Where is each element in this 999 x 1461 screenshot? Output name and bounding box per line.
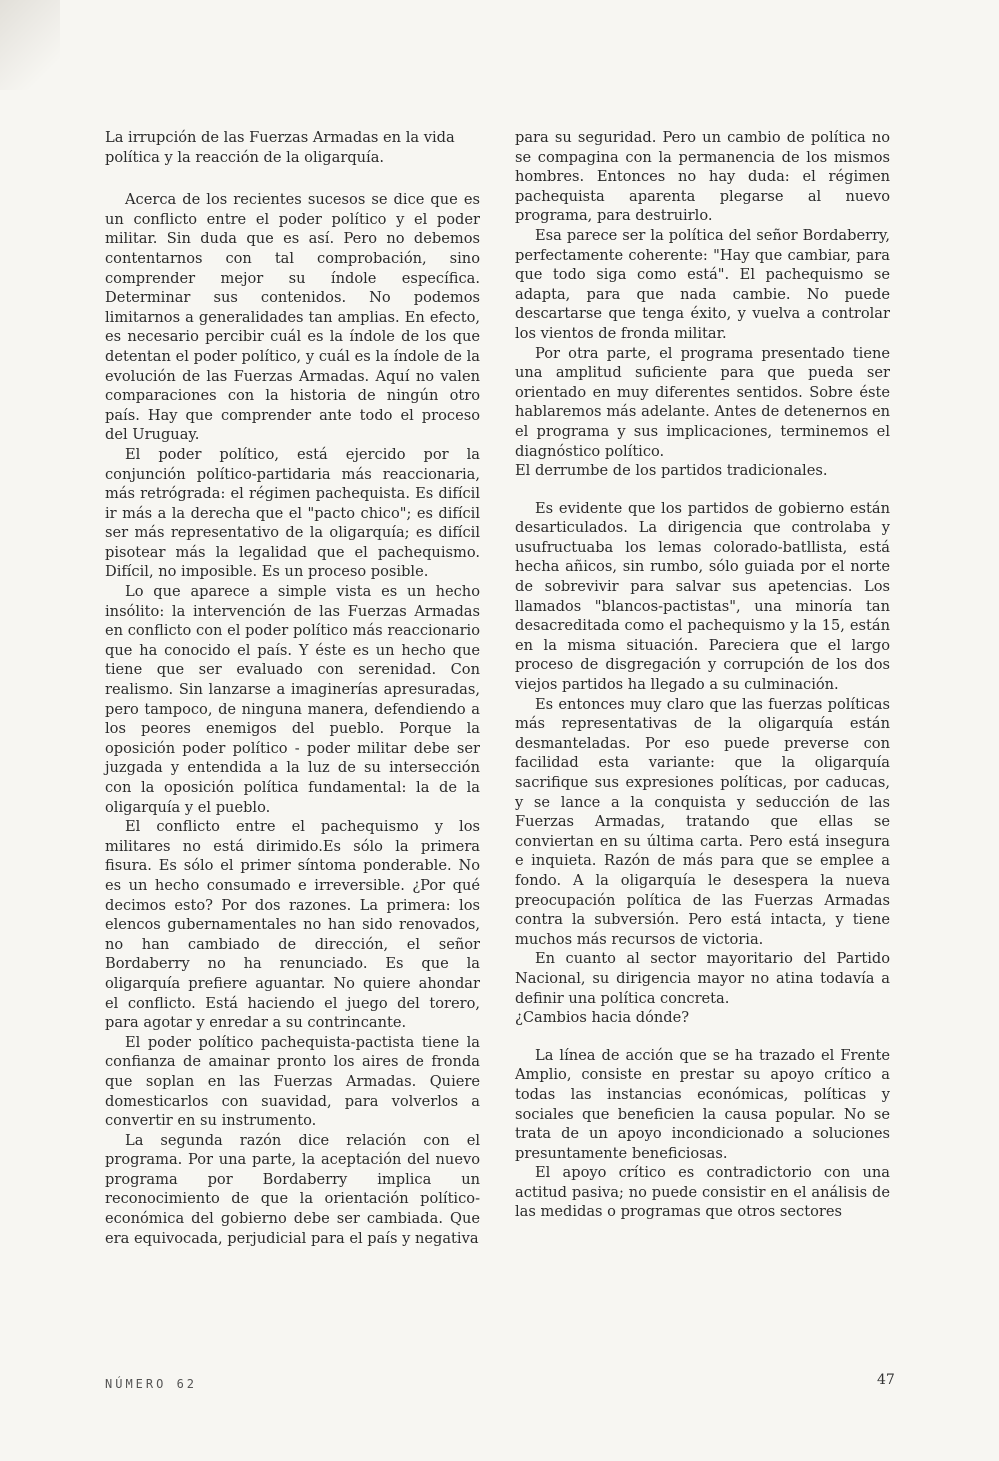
section-heading-irrupcion: La irrupción de las Fuerzas Armadas en la vida política y la reacción de la oligarquía.: [105, 129, 455, 166]
paragraph: Por otra parte, el programa presentado tiene una amplitud suficiente para que pueda ser orientado en muy diferentes sentidos. Sobre éste hablaremos más adelante. Antes de detenernos en el programa y sus implicaciones, terminemos el diagnóstico político.: [515, 344, 890, 460]
right-column: [515, 128, 890, 1222]
paragraph: Es evidente que los partidos de gobierno están desarticulados. La dirigencia que controlaba y usufructuaba los lemas colorado-batllista, está hecha añicos, sin rumbo, sólo guiada por el norte de sobrevivir para salvar sus apetencias. Los llamados "blancos-pactistas", una minoría tan desacreditada como el pachequismo y la 15, están en la misma situación. Pareciera que el largo proceso de disgregación y corrupción de los dos viejos partidos ha llegado a su culminación.: [515, 499, 890, 694]
paragraph-continued: para su seguridad. Pero un cambio de política no se compagina con la permanencia de los mismos hombres. Entonces no hay duda: el régimen pachequista aparenta plegarse al nuevo programa, para destruirlo.: [515, 129, 890, 225]
paragraph: Lo que aparece a simple vista es un hecho insólito: la intervención de las Fuerzas Armadas en conflicto con el poder político más reaccionario que ha conocido el país. Y éste es un hecho que tiene que ser evaluado con serenidad. Con realismo. Sin lanzarse a imaginerías apresuradas, pero tampoco, de ninguna manera, defendiendo a los peores enemigos del pueblo. Porque la oposición poder político - poder militar debe ser juzgada y entendida a la luz de su intersección con la oposición política fundamental: la de la oligarquía y el pueblo.: [105, 583, 480, 816]
paragraph: El poder político pachequista-pactista tiene la confianza de amainar pronto los aires de fronda que soplan en las Fuerzas Armadas. Quiere domesticarlos con suavidad, para volverlos a convertir en su instrumento.: [105, 1033, 480, 1130]
paragraph: Acerca de los recientes sucesos se dice que es un conflicto entre el poder político y el poder militar. Sin duda que es así. Pero no debemos contentarnos con tal comprobación, sino comprender mejor su índole específica. Determinar sus contenidos. No podemos limitarnos a generalidades tan amplias. En efecto, es necesario percibir cuál es la índole de los que detentan el poder político, y cuál es la índole de la evolución de las Fuerzas Armadas. Aquí no valen comparaciones con la historia de ningún otro país. Hay que comprender ante todo el proceso del Uruguay.: [105, 191, 480, 444]
left-column: [105, 128, 480, 1248]
paragraph: El poder político, está ejercido por la conjunción político-partidaria más reaccionaria, más retrógrada: el régimen pachequista. Es difícil ir más a la derecha que el "pacto chico"; es difícil ser más representativo de la oligarquía; es difícil pisotear más la legalidad que el pachequismo. Difícil, no imposible. Es un proceso posible.: [105, 445, 480, 581]
paragraph: La segunda razón dice relación con el programa. Por una parte, la aceptación del nuevo programa por Bordaberry implica un reconocimiento de que la orientación político-económica del gobierno debe ser cambiada. Que era equivocada, perjudicial para el país y negativa: [105, 1131, 480, 1247]
paragraph: El apoyo crítico es contradictorio con una actitud pasiva; no puede consistir en el análisis de las medidas o programas que otros sectores: [515, 1164, 890, 1221]
page-corner-smudge: [0, 0, 60, 90]
paragraph: Esa parece ser la política del señor Bordaberry, perfectamente coherente: "Hay que cambiar, para que todo siga como está". El pachequismo se adapta, para que nada cambie. No puede descartarse que tenga éxito, y vuelva a controlar los vientos de fronda militar.: [515, 226, 890, 342]
section-heading-derrumbe: El derrumbe de los partidos tradicionales.: [515, 462, 828, 480]
issue-footer: NÚMERO 62: [105, 1377, 198, 1391]
paragraph: La línea de acción que se ha trazado el Frente Amplio, consiste en prestar su apoyo crítico a todas las instancias económicas, políticas y sociales que beneficien la causa popular. No se trata de un apoyo incondicionado a soluciones presuntamente beneficiosas.: [515, 1046, 890, 1162]
section-heading-cambios: ¿Cambios hacia dónde?: [515, 1009, 690, 1027]
paragraph: En cuanto al sector mayoritario del Partido Nacional, su dirigencia mayor no atina todavía a definir una política concreta.: [515, 950, 890, 1007]
paragraph: El conflicto entre el pachequismo y los militares no está dirimido.Es sólo la primera fisura. Es sólo el primer síntoma ponderable. No es un hecho consumado e irreversible. ¿Por qué decimos esto? Por dos razones. La primera: los elencos gubernamentales no han sido renovados, no han cambiado de dirección, el señor Bordaberry no ha renunciado. Es que la oligarquía prefiere aguantar. No quiere ahondar el conflicto. Está haciendo el juego del torero, para agotar y enredar a su contrincante.: [105, 818, 480, 1032]
paragraph: Es entonces muy claro que las fuerzas políticas más representativas de la oligarquía están desmanteladas. Por eso puede preverse con facilidad esta variante: que la oligarquía sacrifique sus expresiones políticas, por caducas, y se lance a la conquista y seducción de las Fuerzas Armadas, tratando que ellas se conviertan en su última carta. Pero está insegura e inquieta. Razón de más para que se emplee a fondo. A la oligarquía le desespera la nueva preocupación política de las Fuerzas Armadas contra la subversión. Pero está intacta, y tiene muchos más recursos de victoria.: [515, 695, 890, 948]
page-number: 47: [877, 1372, 895, 1388]
